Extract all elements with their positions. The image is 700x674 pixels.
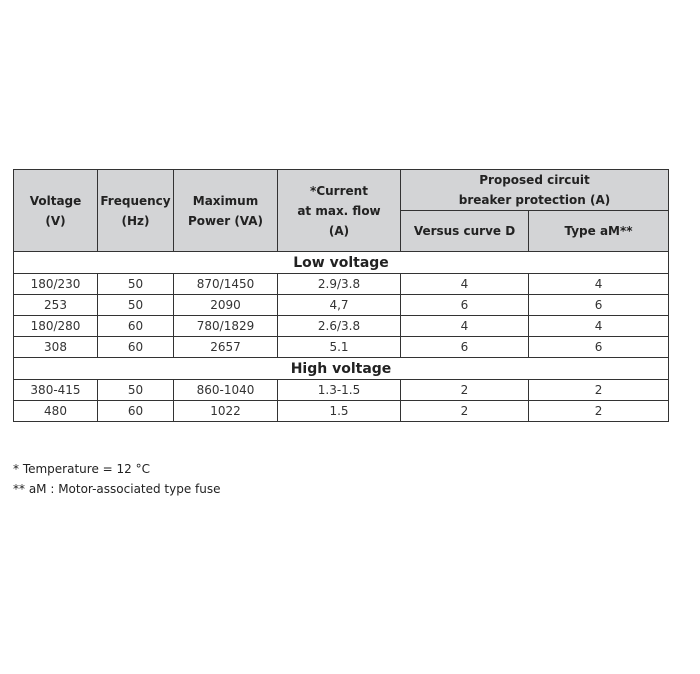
cell-type-am: 4 — [529, 316, 669, 337]
header-current: *Current at max. flow (A) — [278, 170, 401, 252]
cell-current: 4,7 — [278, 295, 401, 316]
cell-frequency: 50 — [98, 295, 174, 316]
cell-type-am: 4 — [529, 274, 669, 295]
header-type-am: Type aM** — [529, 211, 669, 252]
electrical-spec-table — [13, 169, 669, 422]
cell-frequency: 60 — [98, 401, 174, 422]
cell-current: 1.5 — [278, 401, 401, 422]
footnote-am-fuse: ** aM : Motor-associated type fuse — [13, 482, 221, 496]
cell-power: 780/1829 — [174, 316, 278, 337]
table-row — [14, 337, 669, 358]
cell-frequency: 50 — [98, 274, 174, 295]
cell-curve-d: 4 — [401, 316, 529, 337]
cell-power: 870/1450 — [174, 274, 278, 295]
table-row — [14, 274, 669, 295]
cell-current: 2.9/3.8 — [278, 274, 401, 295]
cell-current: 5.1 — [278, 337, 401, 358]
cell-current: 1.3-1.5 — [278, 380, 401, 401]
table-row — [14, 295, 669, 316]
table-row — [14, 316, 669, 337]
footnotes — [13, 459, 221, 499]
header-versus-curve-d: Versus curve D — [401, 211, 529, 252]
section-title-high-voltage: High voltage — [14, 358, 669, 380]
cell-type-am: 2 — [529, 380, 669, 401]
cell-curve-d: 2 — [401, 380, 529, 401]
cell-power: 2657 — [174, 337, 278, 358]
cell-voltage: 480 — [14, 401, 98, 422]
header-breaker-protection: Proposed circuit breaker protection (A) — [401, 170, 669, 211]
table-row — [14, 380, 669, 401]
cell-current: 2.6/3.8 — [278, 316, 401, 337]
cell-curve-d: 2 — [401, 401, 529, 422]
cell-voltage: 253 — [14, 295, 98, 316]
header-maximum-power: Maximum Power (VA) — [174, 170, 278, 252]
cell-curve-d: 6 — [401, 337, 529, 358]
cell-type-am: 6 — [529, 295, 669, 316]
cell-voltage: 308 — [14, 337, 98, 358]
cell-power: 860-1040 — [174, 380, 278, 401]
cell-frequency: 50 — [98, 380, 174, 401]
cell-voltage: 380-415 — [14, 380, 98, 401]
cell-type-am: 2 — [529, 401, 669, 422]
cell-voltage: 180/230 — [14, 274, 98, 295]
table-row — [14, 401, 669, 422]
cell-frequency: 60 — [98, 337, 174, 358]
header-voltage: Voltage (V) — [14, 170, 98, 252]
cell-type-am: 6 — [529, 337, 669, 358]
section-title-low-voltage: Low voltage — [14, 252, 669, 274]
cell-curve-d: 6 — [401, 295, 529, 316]
cell-curve-d: 4 — [401, 274, 529, 295]
cell-frequency: 60 — [98, 316, 174, 337]
cell-power: 2090 — [174, 295, 278, 316]
cell-voltage: 180/280 — [14, 316, 98, 337]
cell-power: 1022 — [174, 401, 278, 422]
footnote-temperature: * Temperature = 12 °C — [13, 462, 150, 476]
header-frequency: Frequency (Hz) — [98, 170, 174, 252]
